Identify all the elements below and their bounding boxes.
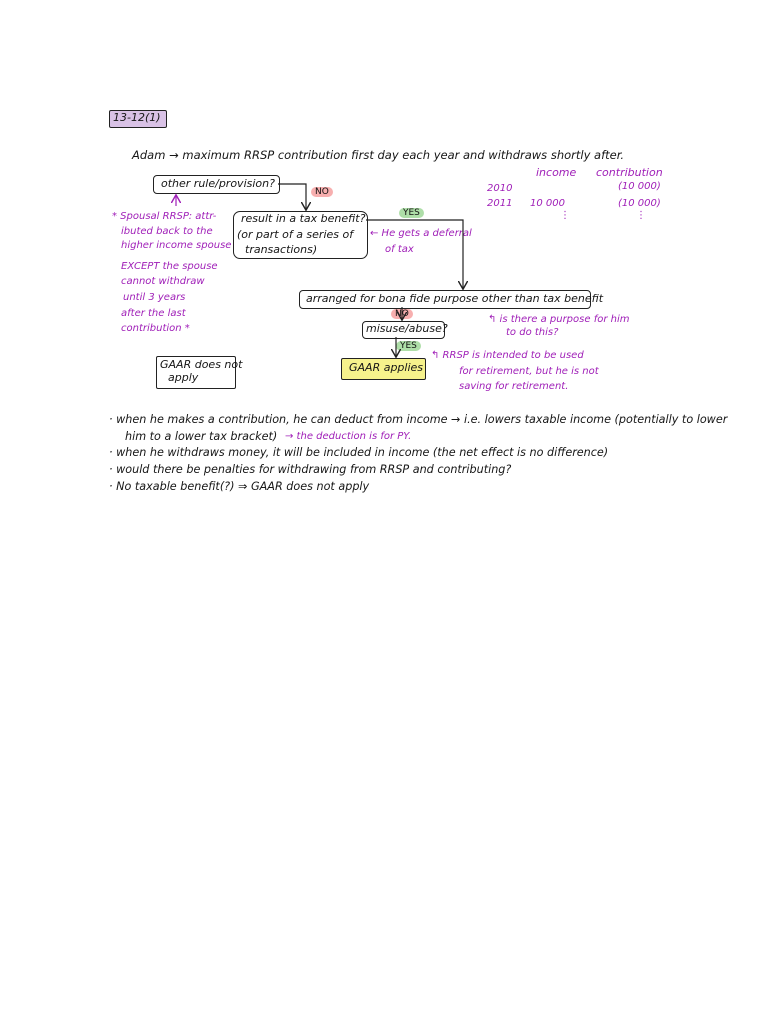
table-row-year: 2010	[487, 183, 513, 194]
except-note-line: EXCEPT the spouse	[121, 261, 218, 272]
table-row-contribution: (10 000)	[618, 181, 661, 192]
intro-line: Adam → maximum RRSP contribution first day each year and withdraws shortly after.	[132, 148, 625, 162]
rrsp-intent-note-line: saving for retirement.	[459, 381, 569, 392]
bullet-line: · would there be penalties for withdrawing from RRSP and contributing?	[109, 463, 512, 476]
bullet-line: · when he makes a contribution, he can deduct from income → i.e. lowers taxable income (potentially to lower	[109, 413, 728, 426]
gaar-not-apply-line2: apply	[168, 371, 199, 384]
deferral-note-line: of tax	[385, 244, 414, 255]
rrsp-intent-note-line: for retirement, but he is not	[459, 366, 599, 377]
table-header-income: income	[536, 166, 577, 179]
rrsp-intent-note-line: ↰ RRSP is intended to be used	[431, 350, 584, 361]
spousal-note-line: ibuted back to the	[121, 226, 213, 237]
tax-benefit-line1: result in a tax benefit?	[241, 212, 366, 225]
spousal-note-line: higher income spouse	[121, 240, 232, 251]
header-label: 13-12(1)	[113, 111, 161, 124]
table-row-year: 2011	[487, 198, 513, 209]
except-note-line: until 3 years	[123, 292, 186, 303]
purpose-note-line: ↰ is there a purpose for him	[488, 314, 630, 325]
bullet-line: · when he withdraws money, it will be included in income (the net effect is no difference)	[109, 446, 609, 459]
table-dots-income: ⋮	[560, 210, 570, 221]
purpose-note-line: to do this?	[506, 327, 559, 338]
table-header-contribution: contribution	[596, 166, 663, 179]
except-note-line: cannot withdraw	[121, 276, 205, 287]
tax-benefit-line2: (or part of a series of	[237, 228, 354, 241]
bullet-line: him to a lower tax bracket)	[125, 430, 278, 443]
bullet-line: · No taxable benefit(?) ⇒ GAAR does not apply	[109, 480, 370, 493]
yes-tag: YES	[399, 208, 424, 218]
tax-benefit-line3: transactions)	[245, 243, 318, 256]
bullet-note: → the deduction is for PY.	[285, 431, 412, 442]
table-dots-contribution: ⋮	[636, 210, 646, 221]
spousal-note-line: * Spousal RRSP: attr-	[112, 211, 217, 222]
table-row-income: 10 000	[530, 198, 565, 209]
arranged-label: arranged for bona fide purpose other than tax benefit	[306, 292, 604, 305]
yes-tag: YES	[396, 341, 421, 351]
no-tag: NO	[391, 309, 413, 319]
except-note-line: contribution *	[121, 323, 190, 334]
misuse-label: misuse/abuse?	[366, 322, 448, 335]
table-row-contribution: (10 000)	[618, 198, 661, 209]
gaar-not-apply-line1: GAAR does not	[160, 358, 243, 371]
except-note-line: after the last	[121, 308, 186, 319]
no-tag: NO	[311, 187, 333, 197]
other-rule-label: other rule/provision?	[161, 177, 275, 190]
gaar-applies-label: GAAR applies	[349, 361, 424, 374]
deferral-note-line: ← He gets a deferral	[370, 228, 472, 239]
